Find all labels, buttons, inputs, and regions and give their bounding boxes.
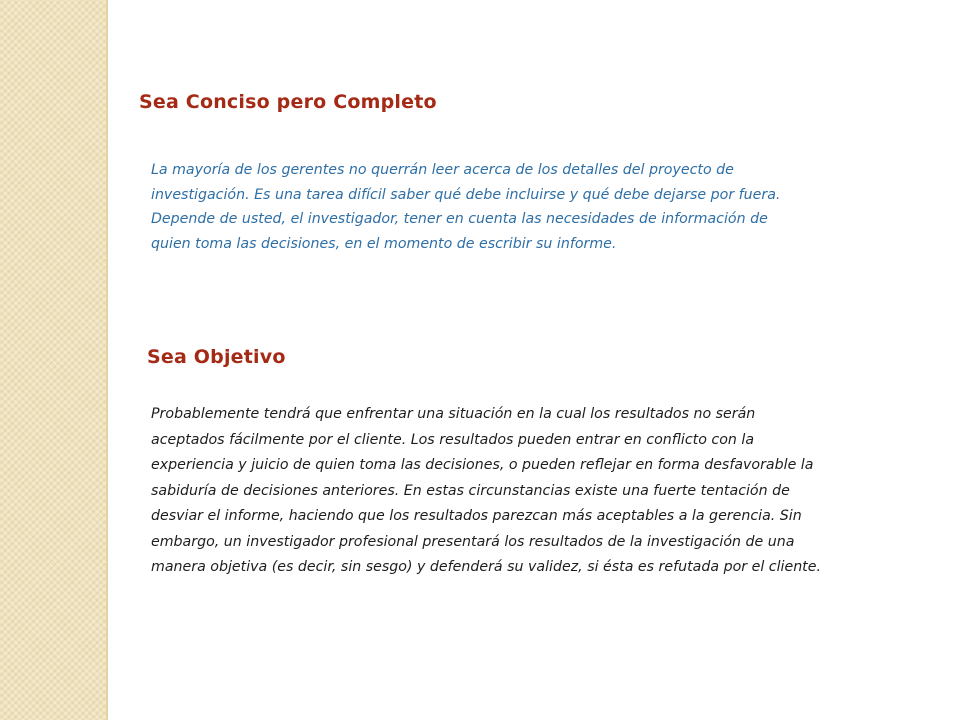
paragraph-line: Probablemente tendrá que enfrentar una situación en la cual los resultados no serán	[151, 406, 756, 422]
paragraph-line: Depende de usted, el investigador, tener en cuenta las necesidades de información de	[151, 211, 768, 227]
paragraph-line: sabiduría de decisiones anteriores. En estas circunstancias existe una fuerte tentación de	[151, 482, 790, 499]
paragraph-line: manera objetiva (es decir, sin sesgo) y defenderá su validez, si ésta es refutada por el cliente.	[151, 559, 821, 575]
section-paragraph-concise	[151, 158, 861, 256]
paragraph-line: experiencia y juicio de quien toma las decisiones, o pueden reflejar en forma desfavorable la	[151, 457, 814, 473]
section-heading-concise: Sea Conciso pero Completo	[139, 91, 437, 113]
section-paragraph-objective	[151, 402, 901, 581]
paragraph-line: quien toma las decisiones, en el momento de escribir su informe.	[151, 235, 617, 252]
paragraph-line: embargo, un investigador profesional presentará los resultados de la investigación de una	[151, 533, 795, 550]
paragraph-line: investigación. Es una tarea difícil saber qué debe incluirse y qué debe dejarse por fuera.	[151, 186, 781, 203]
side-band-edge	[106, 0, 108, 720]
paragraph-line: La mayoría de los gerentes no querrán leer acerca de los detalles del proyecto de	[151, 162, 734, 178]
paragraph-line: aceptados fácilmente por el cliente. Los resultados pueden entrar en conflicto con la	[151, 431, 755, 448]
decorative-side-band	[0, 0, 106, 720]
paragraph-line: desviar el informe, haciendo que los resultados parezcan más aceptables a la gerencia. Sin	[151, 508, 802, 524]
section-heading-objective: Sea Objetivo	[147, 346, 286, 368]
